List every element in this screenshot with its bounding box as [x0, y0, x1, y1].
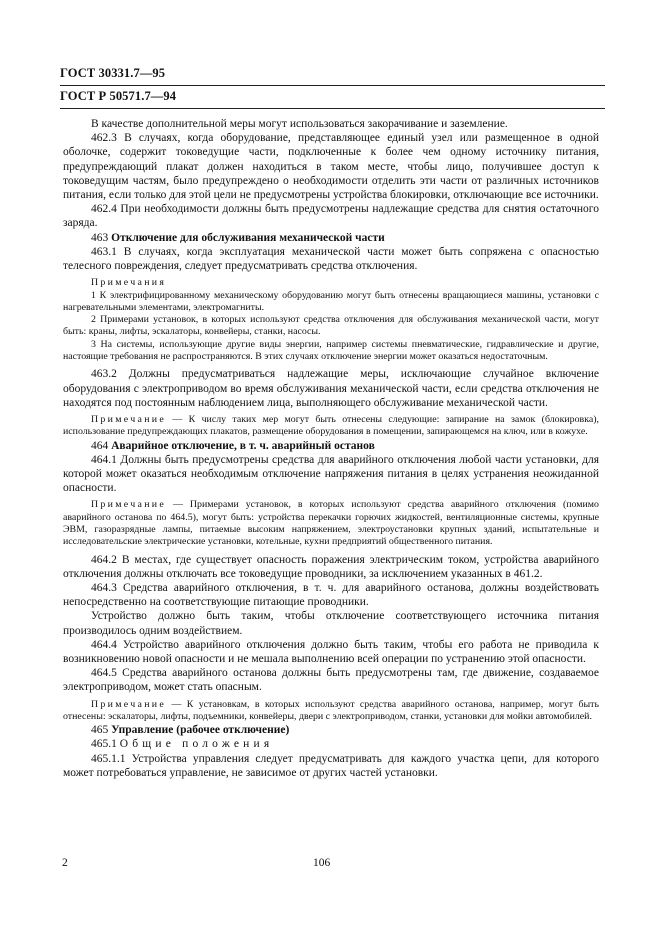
paragraph-462-3: 462.3 В случаях, когда оборудование, представляющее единый узел или размещенное в одной оболочке, содержит токоведущие части, подключенные к более чем одному источнику питания, предупреждающий плакат должен находиться в таком месте, чтобы лицо, получившее доступ к токоведущим частям, было предупреждено о необходимости отделить эти части от различных источников питания, если только для этой цели не предусмотрены устройства блокировки, отключающие все источники. [63, 132, 599, 202]
document-body [63, 117, 599, 780]
paragraph-464-2: 464.2 В местах, где существует опасность поражения электрическим током, устройства аварийного отключения должны отключать все токоведущие проводники, за исключением указанных в 461.2. [63, 553, 599, 580]
subsection-heading-465-1: 465.1 Общие положения [91, 738, 274, 751]
paragraph-462-4: 462.4 При необходимости должны быть предусмотрены надлежащие средства для снятия остаточного заряда. [63, 203, 599, 230]
section-title: Отключение для обслуживания механической части [111, 231, 385, 244]
paragraph-464-5: 464.5 Средства аварийного останова должны быть предусмотрены там, где движение, создаваемое электроприводом, может стать опасным. [63, 667, 599, 694]
paragraph-464-3: 464.3 Средства аварийного отключения, в т. ч. для аварийного останова, должны воздействовать непосредственно на соответствующие питающие проводники. [63, 581, 599, 609]
section-title: Аварийное отключение, в т. ч. аварийный останов [111, 439, 375, 452]
section-heading-464: 464 Аварийное отключение, в т. ч. аварийный останов [91, 439, 375, 452]
section-heading-465: 465 Управление (рабочее отключение) [91, 724, 290, 737]
page-number-center: 106 [313, 857, 331, 869]
note-item: 1 К электрифицированному механическому оборудованию могут быть отнесены вращающиеся машины, установки с нагревательными элементами, электромагниты. [63, 289, 599, 313]
section-title: Управление (рабочее отключение) [111, 724, 290, 737]
paragraph-464-1: 464.1 Должны быть предусмотрены средства для аварийного отключения любой части установки, для которой может оказаться необходимым отключение напряжения питания в целях устранения неожиданной опасности. [63, 453, 599, 495]
notes-heading: Примечания [91, 277, 167, 289]
subsection-title: Общие положения [119, 738, 274, 751]
document-header [60, 64, 605, 110]
paragraph: Устройство должно быть таким, чтобы отключение соответствующего источника питания производилось одним воздействием. [63, 610, 599, 637]
standard-code-1: ГОСТ 30331.7—95 [60, 66, 166, 80]
note-item: 3 На системы, использующие другие виды энергии, например системы пневматические, гидравлические и другие, настоящие требования не распространяются. В этих случаях отключение энергии может оказаться недостаточным. [63, 338, 599, 363]
paragraph: В качестве дополнительной меры могут использоваться закорачивание и заземление. [91, 118, 508, 130]
paragraph-464-4: 464.4 Устройство аварийного отключения должно быть таким, чтобы его работа не приводила к возникновению новой опасности и не мешала выполнению всей операции по устранению этой опасности. [63, 638, 599, 665]
section-heading-463: 463 Отключение для обслуживания механической части [91, 231, 385, 244]
paragraph-465-1-1: 465.1.1 Устройства управления следует предусматривать для каждого участка цепи, для которого может потребоваться управление, не зависимое от других частей установки. [63, 752, 599, 779]
header-rule [60, 85, 605, 86]
standard-code-2: ГОСТ Р 50571.7—94 [60, 89, 177, 103]
paragraph-463-2: 463.2 Должны предусматриваться надлежащие меры, исключающие случайное включение оборудования с электроприводом во время обслуживания механической части, если средства отключения не находятся под постоянным наблюдением лица, выполняющего обслуживание механической части. [63, 368, 599, 409]
page-number-left: 2 [62, 857, 68, 869]
note: Примечание — К установкам, в которых используют средства аварийного останова, например, могут быть отнесены: эскалаторы, лифты, подъемники, конвейеры, двери с электроприводом, станки, установки для мойки автомобилей. [63, 698, 599, 722]
header-rule [60, 108, 605, 109]
note: Примечание — К числу таких мер могут быть отнесены следующие: запирание на замок (блокировка), использование предупреждающих плакатов, размещение оборудования в помещении, запирающемся на ключ, или в кожухе. [63, 413, 599, 438]
note: Примечание — Примерами установок, в которых используют средства аварийного отключения (помимо аварийного останова по 464.5), могут быть: устройства перекачки горючих жидкостей, вентиляционные системы, крупные ЭВМ, газоразрядные лампы, питаемые высоким напряжением, электроустановки крупных зданий, испытательные и исследовательские электрические установки, котельные, кухни предприятий общественного питания. [63, 499, 599, 548]
paragraph-463-1: 463.1 В случаях, когда эксплуатация механической части может быть сопряжена с опасностью телесного повреждения, следует предусматривать средства отключения. [63, 245, 599, 273]
note-item: 2 Примерами установок, в которых используют средства отключения для обслуживания механической части, могут быть: краны, лифты, эскалаторы, конвейеры, станки, насосы. [63, 314, 599, 338]
